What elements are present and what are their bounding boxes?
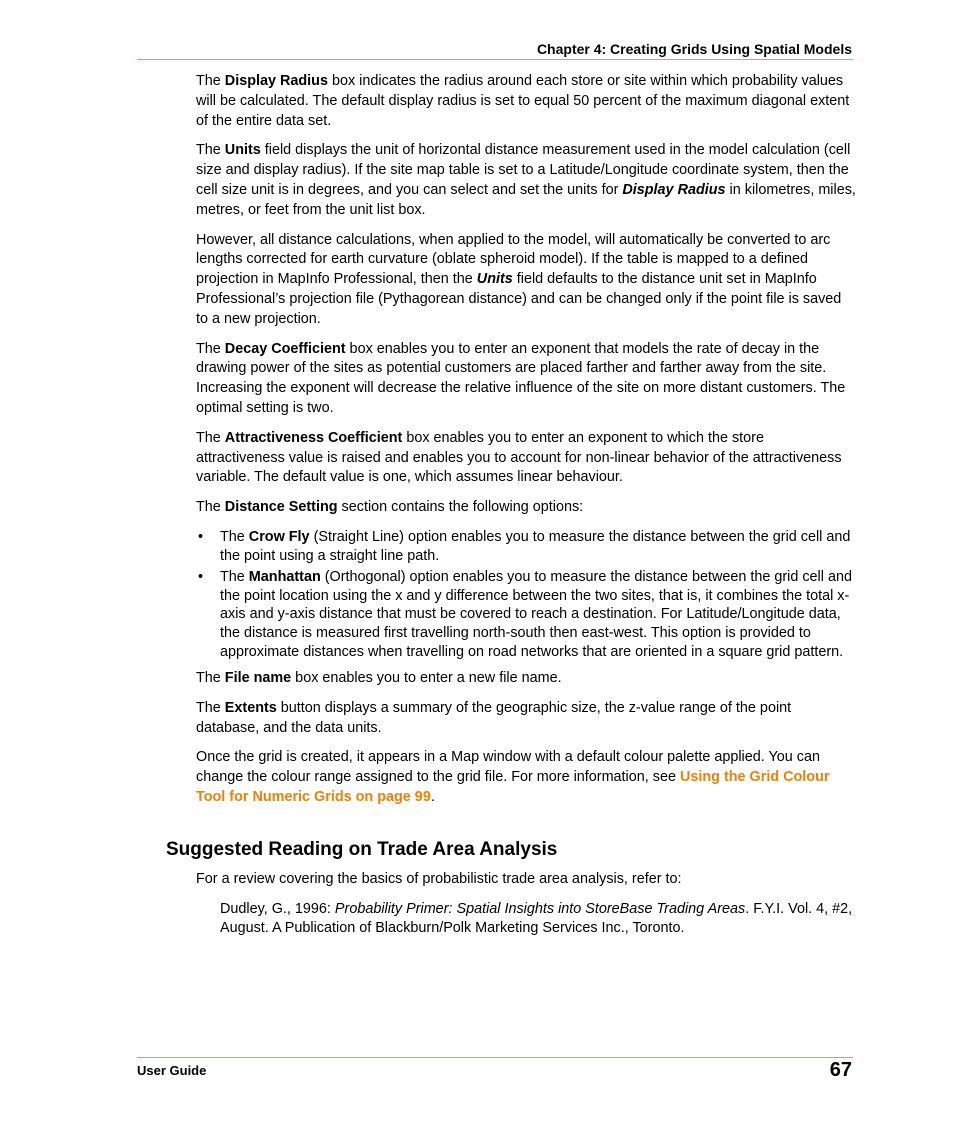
term-crow-fly: Crow Fly (248, 528, 310, 545)
term-distance-setting: Distance Setting (224, 499, 338, 516)
term-display-radius-ref: Display Radius (622, 181, 726, 198)
distance-options-list (196, 528, 856, 661)
term-units: Units (224, 142, 261, 159)
section-heading: Suggested Reading on Trade Area Analysis (166, 838, 558, 860)
term-units-ref: Units (476, 271, 513, 288)
body-text (166, 72, 856, 949)
paragraph-file-name: The File name box enables you to enter a new file name. (196, 670, 562, 687)
running-header: Chapter 4: Creating Grids Using Spatial Models (536, 41, 852, 57)
footer-rule (137, 1057, 853, 1058)
paragraph-distance-setting: The Distance Setting section contains the following options: (196, 499, 584, 516)
page-number: 67 (829, 1059, 852, 1081)
paragraph-attractiveness-coefficient: The Attractiveness Coefficient box enables you to enter an exponent to which the store attractiveness value is raised and enables you to account for non-linear behavior of the attractiveness variable. The default value is one, which assumes linear behaviour. (196, 429, 842, 486)
citation-title: Probability Primer: Spatial Insights into StoreBase Trading Areas (334, 900, 746, 917)
term-file-name: File name (224, 670, 292, 687)
term-decay-coefficient: Decay Coefficient (224, 340, 346, 357)
paragraph-decay-coefficient: The Decay Coefficient box enables you to enter an exponent that models the rate of decay in the drawing power of the sites as potential customers are placed farther and farther away from the site. Increasing the exponent will decrease the relative influence of the site on more distant customers. The optimal setting is two. (196, 340, 846, 416)
section-intro: For a review covering the basics of probabilistic trade area analysis, refer to: (196, 870, 682, 887)
citation: Dudley, G., 1996: Probability Primer: Spatial Insights into StoreBase Trading Areas. F.Y.I. Vol. 4, #2, August. A Publication of Blackburn/Polk Marketing Services Inc., Toronto. (220, 900, 853, 937)
bullet-marker: • (198, 569, 204, 586)
list-item-crow-fly: • The Crow Fly (Straight Line) option enables you to measure the distance between the grid cell and the point using a straight line path. (198, 528, 851, 564)
bullet-marker: • (198, 528, 204, 545)
list-item-manhattan: • The Manhattan (Orthogonal) option enables you to measure the distance between the grid cell and the point location using the x and y difference between the two sites, that is, it combines the total x-axis and y-axis distance that must be covered to reach a destination. For Latitude/Longitude data, the distance is measured first travelling north-south then east-west. This option is provided to approximate distances when travelling on road networks that are oriented in a square grid pattern. (198, 569, 852, 660)
term-display-radius: Display Radius (224, 73, 328, 89)
term-manhattan: Manhattan (248, 569, 321, 586)
paragraph-display-radius: The Display Radius box indicates the radius around each store or site within which probability values will be calculated. The default display radius is set to equal 50 percent of the maximum diagonal extent of the entire data set. (196, 73, 850, 129)
paragraph-grid-created: Once the grid is created, it appears in a Map window with a default colour palette applied. You can change the colour range assigned to the grid file. For more information, see Using the Grid Colour Tool for Numeric Grids on page 99. (196, 749, 830, 806)
cross-reference-link[interactable]: Using the Grid Colour Tool for Numeric Grids on page 99 (196, 769, 830, 806)
paragraph-extents: The Extents button displays a summary of the geographic size, the z-value range of the point database, and the data units. (196, 699, 792, 736)
term-extents: Extents (224, 699, 277, 716)
paragraph-distance-calculations: However, all distance calculations, when applied to the model, will automatically be converted to arc lengths corrected for earth curvature (oblate spheroid model). If the table is mapped to a defined projection in MapInfo Professional, then the Units field defaults to the distance unit set in MapInfo Professional’s projection file (Pythagorean distance) and can be changed only if the point file is saved to a new projection. (196, 231, 842, 327)
paragraph-units: The Units field displays the unit of horizontal distance measurement used in the model calculation (cell size and display radius). If the site map table is set to a Latitude/Longitude coordinate system, then the cell size unit is in degrees, and you can select and set the units for Display Radius in kilometres, miles, metres, or feet from the unit list box. (196, 142, 856, 218)
term-attractiveness-coefficient: Attractiveness Coefficient (224, 429, 403, 446)
footer-label: User Guide (137, 1063, 207, 1078)
header-rule (137, 59, 853, 60)
